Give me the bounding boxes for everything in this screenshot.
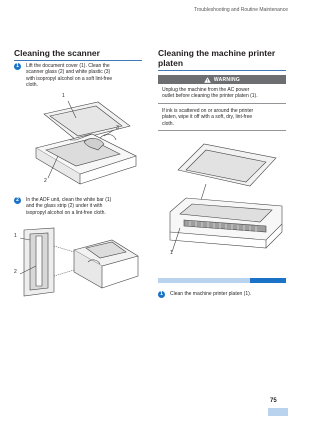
page-number: 75 xyxy=(270,398,277,404)
platen-title-line-2: platen xyxy=(158,58,184,68)
platen-title-line-1: Cleaning the machine printer xyxy=(158,48,276,58)
scanner-illustration xyxy=(30,96,140,188)
warning-label: WARNING xyxy=(213,76,241,83)
step-1-text xyxy=(26,63,148,88)
warning-triangle-icon xyxy=(204,77,211,83)
warning-banner xyxy=(158,75,286,84)
warning-p1-line-1: Unplug the machine from the AC power xyxy=(162,87,250,93)
warning-p1-line-2: outlet before cleaning the printer platen (1). xyxy=(162,93,258,100)
warning-p2-line-3: cloth. xyxy=(162,120,174,127)
figure2-callout-2: 2 xyxy=(14,269,17,275)
step-number-1: 1 xyxy=(14,63,21,70)
warning-separator xyxy=(158,103,286,104)
figure-adf-unit xyxy=(14,226,142,298)
chapter-header: Troubleshooting and Routine Maintenance xyxy=(193,7,288,13)
figure1-callout-1: 1 xyxy=(62,93,65,99)
platen-step-1-text: Clean the machine printer platen (1). xyxy=(170,291,252,297)
step-1-line-4: cloth. xyxy=(26,81,38,88)
step-bar-light xyxy=(158,278,250,283)
warning-p2-line-2: platen, wipe it off with a soft, dry, lint-free xyxy=(162,114,253,121)
step-2-line-3: isopropyl alcohol on a lint-free cloth. xyxy=(26,209,106,216)
figure1-callout-2: 2 xyxy=(44,178,47,184)
warning-paragraph-1 xyxy=(162,87,288,100)
step-2-text xyxy=(26,197,148,216)
warning-bottom-rule xyxy=(158,130,286,131)
page-tab xyxy=(268,408,288,416)
adf-illustration xyxy=(14,226,142,298)
step-bar-blue xyxy=(250,278,286,283)
figure-printer-platen xyxy=(166,140,286,258)
figure2-callout-1: 1 xyxy=(14,233,17,239)
title-rule-right xyxy=(158,70,286,71)
figure3-callout-1: 1 xyxy=(170,250,173,256)
warning-p2-line-1: If ink is scattered on or around the printer xyxy=(162,108,254,114)
platen-step-number-1: 1 xyxy=(158,291,165,298)
section-title-cleaning-scanner: Cleaning the scanner xyxy=(14,48,100,58)
step-2-line-2: and the glass strip (2) under it with xyxy=(26,203,103,210)
step-2-line-1: In the ADF unit, clean the white bar (1) xyxy=(26,197,112,203)
step-1-line-3: with isopropyl alcohol on a soft lint-free xyxy=(26,75,113,82)
step-number-2: 2 xyxy=(14,197,21,204)
step-1-line-2: scanner glass (2) and white plastic (3) xyxy=(26,69,111,76)
figure-scanner-open xyxy=(30,93,140,188)
platen-illustration xyxy=(166,140,286,258)
warning-paragraph-2 xyxy=(162,108,288,127)
section-title-cleaning-platen xyxy=(158,48,288,68)
figure1-callout-3: 3 xyxy=(116,125,119,131)
title-rule xyxy=(14,60,142,61)
step-1-line-1: Lift the document cover (1). Clean the xyxy=(26,63,110,69)
